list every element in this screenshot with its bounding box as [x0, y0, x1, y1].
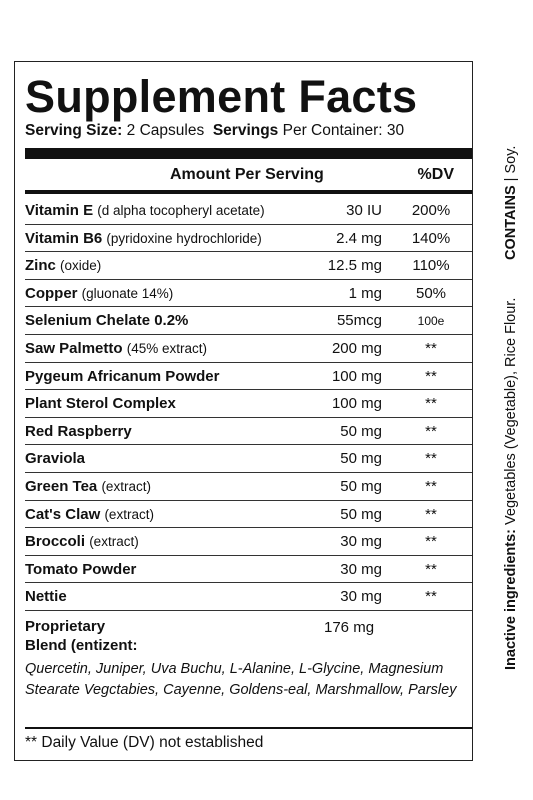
amount-header: Amount Per Serving [170, 166, 324, 183]
nutrient-name-text: Vitamin E [25, 202, 94, 219]
nutrient-name-text: Red Raspberry [25, 422, 132, 440]
table-row [25, 225, 472, 253]
nutrient-name [25, 340, 207, 357]
nutrient-dv: ** [425, 339, 437, 357]
nutrient-name [25, 257, 101, 274]
nutrient-dv: ** [425, 395, 437, 413]
dv-header: %DV [417, 166, 454, 183]
nutrient-dv: ** [425, 588, 437, 606]
nutrient-name [25, 450, 85, 467]
nutrient-name [25, 368, 220, 385]
nutrient-name [25, 395, 176, 412]
nutrient-name [25, 588, 67, 605]
blend-amount: 176 mg [324, 619, 375, 636]
serving-size-label: Serving Size: [25, 122, 123, 139]
nutrient-name-text: Zinc [25, 257, 56, 275]
nutrient-name [25, 533, 139, 550]
footnote: ** Daily Value (DV) not established [25, 734, 264, 751]
table-header [25, 164, 472, 188]
nutrient-amount: 30 mg [340, 560, 382, 578]
nutrient-note: (extract) [104, 506, 154, 522]
table-row [25, 390, 472, 418]
footer-divider [25, 727, 472, 729]
header-divider [25, 190, 472, 194]
nutrient-name [25, 506, 154, 523]
nutrient-amount: 50 mg [340, 450, 382, 468]
supplement-facts-panel [14, 61, 473, 761]
table-row [25, 528, 472, 556]
nutrient-amount: 12.5 mg [327, 257, 382, 275]
nutrient-name-text: Plant Sterol Complex [25, 395, 176, 413]
table-row [25, 445, 472, 473]
nutrient-dv: ** [425, 422, 437, 440]
nutrient-dv: ** [425, 450, 437, 468]
nutrient-name [25, 202, 265, 219]
nutrient-name-text: Copper [25, 284, 78, 302]
inactive-value: Vegetables (Vegetable), Rice Flour. [503, 297, 519, 525]
contains-statement: CONTAINS | Soy. [503, 145, 519, 260]
table-row [25, 197, 472, 225]
nutrient-dv: ** [425, 560, 437, 578]
contains-value: Soy. [503, 145, 519, 174]
nutrient-name-text: Cat's Claw [25, 505, 101, 523]
nutrient-dv: 50% [415, 284, 447, 302]
inactive-label: Inactive ingredients: [503, 528, 519, 670]
table-row [25, 307, 472, 335]
nutrient-amount: 50 mg [340, 477, 382, 495]
blend-name [25, 617, 225, 655]
nutrient-dv: ** [425, 533, 437, 551]
servings-label: Servings [212, 122, 279, 139]
nutrient-dv: 200% [411, 202, 451, 219]
nutrient-note: (gluonate 14%) [81, 285, 174, 301]
nutrient-dv: 110% [412, 257, 450, 275]
nutrient-name-text: Tomato Powder [25, 560, 137, 578]
nutrient-amount: 55mcg [336, 312, 382, 330]
table-row [25, 418, 472, 446]
nutrient-amount: 30 mg [340, 588, 382, 606]
nutrient-name-text: Vitamin B6 [25, 229, 103, 247]
contains-label: CONTAINS [503, 185, 519, 260]
nutrient-amount: 1 mg [348, 284, 382, 302]
nutrient-note: (pyridoxine hydrochloride) [106, 230, 262, 246]
nutrient-name [25, 230, 262, 247]
side-text [503, 145, 519, 670]
nutrient-name-text: Saw Palmetto [25, 339, 123, 357]
nutrient-amount: 2.4 mg [336, 229, 382, 247]
nutrient-amount: 50 mg [340, 505, 382, 523]
nutrient-name-text: Green Tea [25, 477, 98, 495]
nutrient-amount: 100 mg [331, 367, 382, 385]
nutrient-amount: 30 mg [340, 533, 382, 551]
nutrient-amount: 50 mg [340, 422, 382, 440]
nutrient-note: (d alpha tocopheryl acetate) [97, 203, 265, 218]
blend-name-line2: Blend (entizent: [25, 637, 138, 654]
panel-title: Supplement Facts [25, 71, 418, 122]
nutrient-name-text: Nettie [25, 588, 67, 606]
nutrient-dv: 140% [411, 229, 451, 247]
nutrient-dv: ** [425, 477, 437, 495]
nutrient-dv: 100e [417, 314, 445, 329]
nutrient-amount: 30 IU [346, 202, 382, 219]
thick-divider [25, 148, 472, 159]
table-row [25, 473, 472, 501]
nutrient-name [25, 423, 132, 440]
nutrient-name [25, 561, 136, 578]
nutrient-table [25, 197, 472, 611]
blend-name-line1: Proprietary [25, 618, 106, 635]
servings-value: Per Container: 30 [282, 122, 405, 139]
nutrient-note: (oxide) [60, 258, 102, 274]
nutrient-amount: 100 mg [331, 395, 382, 413]
table-row [25, 556, 472, 584]
table-row [25, 252, 472, 280]
nutrient-name-text: Selenium Chelate 0.2% [25, 312, 189, 330]
serving-size-value: 2 Capsules [126, 122, 205, 139]
nutrient-name-text: Broccoli [25, 533, 86, 551]
nutrient-name [25, 285, 173, 302]
serving-info [25, 122, 404, 140]
nutrient-dv: ** [425, 505, 437, 523]
nutrient-dv: ** [425, 367, 437, 385]
table-row [25, 280, 472, 308]
table-row [25, 335, 472, 363]
nutrient-note: (extract) [101, 478, 151, 494]
nutrient-name-text: Pygeum Africanum Powder [25, 367, 220, 385]
blend-ingredients: Quercetin, Juniper, Uva Buchu, L-Alanine, L-Glycine, Magnesium Stearate Vegctabies, Cayenne, Goldens-eal, Marshmallow, Parsley [25, 661, 457, 698]
nutrient-note: (extract) [89, 534, 139, 550]
nutrient-name [25, 478, 151, 495]
table-row [25, 363, 472, 391]
nutrient-amount: 200 mg [331, 339, 382, 357]
table-row [25, 501, 472, 529]
nutrient-name [25, 312, 188, 329]
nutrient-note: (45% extract) [126, 340, 207, 356]
table-row [25, 583, 472, 611]
nutrient-name-text: Graviola [25, 450, 86, 468]
